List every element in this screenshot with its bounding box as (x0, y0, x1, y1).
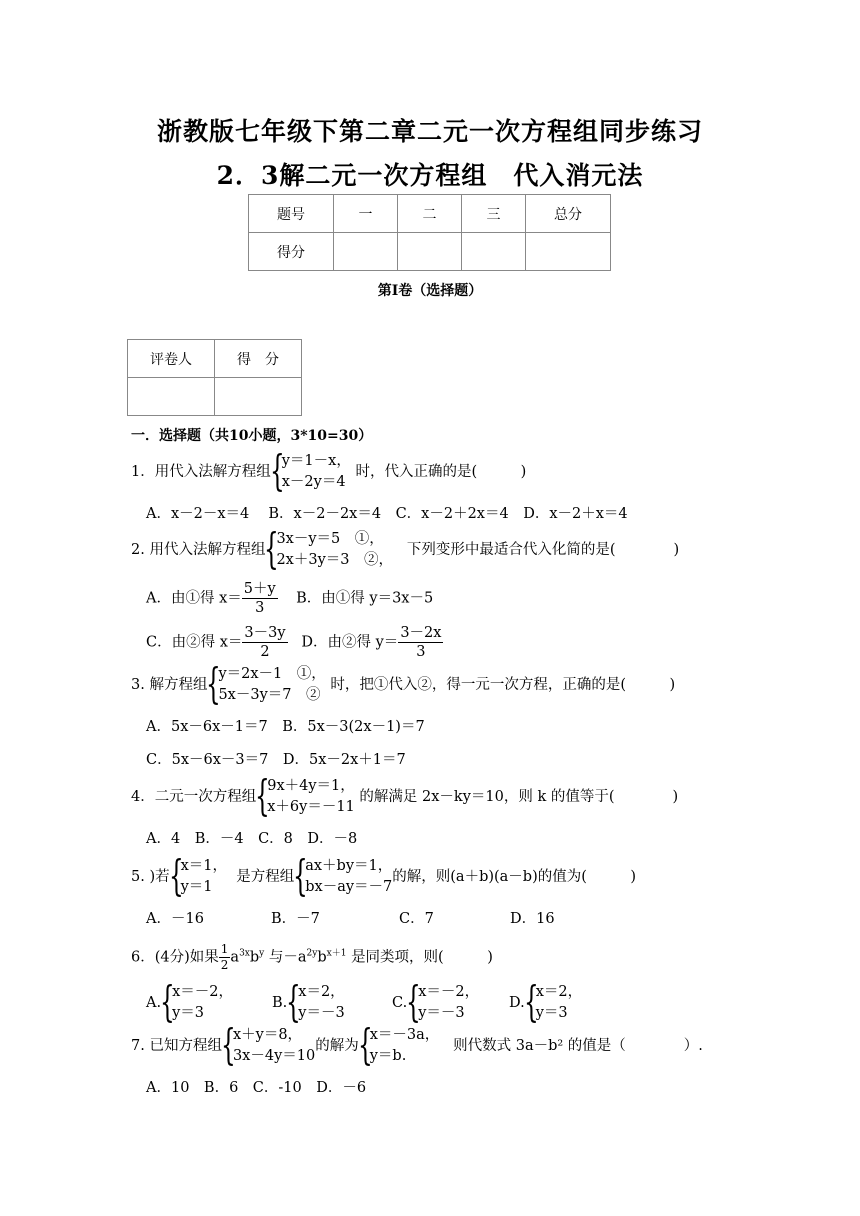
grader-cell[interactable] (215, 378, 302, 416)
score-header-total: 总分 (526, 195, 611, 233)
section-title: 第Ⅰ卷（选择题） (377, 283, 483, 299)
grader-header: 评卷人 (128, 340, 215, 378)
q1-stem-end: 时，代入正确的是( ) (355, 464, 527, 480)
q6-option-d: D. { x＝2， y＝3 (509, 977, 583, 1026)
q5-option-a: A．－16 (146, 911, 204, 927)
q4-stem: 4．二元一次方程组 (131, 789, 257, 805)
question-3 (131, 659, 676, 708)
q4-system: { 9x＋4y＝1， x＋6y＝－11 (255, 771, 355, 820)
q5-stem: 5. )若 (131, 869, 170, 885)
q2-option-c: C．由②得 x＝ (146, 634, 243, 651)
question-4 (131, 771, 679, 820)
question-6: 6．(4分)如果 $\frac{1}{2}$ $a^{3x}b^y$ 与$-a^{2y}b^{x+1}$ 是同类项，则( ) (131, 942, 493, 972)
grader-score-header: 得 分 (215, 340, 302, 378)
score-row-label: 得分 (249, 233, 334, 271)
q2-stem-end: 下列变形中最适合代入化简的是( ) (406, 542, 680, 558)
q3-stem-end: 时，把①代入②，得一元一次方程，正确的是( ) (330, 677, 676, 693)
grader-cell[interactable] (128, 378, 215, 416)
q4-options: A．4 B．－4 C．8 D．－8 (146, 831, 358, 847)
q7-stem-end: 则代数式 3a－b² 的值是（ ）. (453, 1038, 703, 1054)
q3-options-cd: C．5x－6x－3＝7 D．5x－2x＋1＝7 (146, 752, 406, 768)
q6-stem: 6．(4分)如果 (131, 949, 219, 966)
q2-option-b: B．由①得 y＝3x－5 (296, 590, 434, 607)
q7-stem: 7. 已知方程组 (131, 1038, 222, 1054)
part-title: 一．选择题（共10小题，3*10=30） (131, 428, 373, 444)
q5-stem-mid: 是方程组 (236, 869, 295, 885)
q2-option-c-fraction: $\frac{3-3y}{2}$ (244, 625, 286, 660)
q7-system: { x＋y＝8， 3x－4y＝10 (220, 1020, 316, 1069)
q5-option-c: C．7 (399, 911, 434, 927)
q5-solution-system: { x＝1， y＝1 (168, 851, 228, 900)
question-2 (131, 524, 680, 573)
q3-system: { y＝2x－1 ①， 5x－3y＝7 ② (206, 659, 326, 708)
q3-options-ab: A．5x－6x－1＝7 B．5x－3(2x－1)＝7 (146, 719, 425, 735)
q1-system: { y＝1－x， x－2y＝4 (269, 446, 351, 495)
q7-solution-system: { x＝－3a， y＝b. (357, 1020, 440, 1069)
score-header-number: 题号 (249, 195, 334, 233)
q5-stem-end: 的解，则(a＋b)(a－b)的值为( ) (392, 869, 637, 885)
score-cell[interactable] (462, 233, 526, 271)
q2-options-ab (146, 580, 433, 617)
q6-option-b: B. { x＝2， y＝－3 (272, 977, 345, 1026)
q6-option-a: A. { x＝－2， y＝3 (146, 977, 233, 1026)
q6-stem-end: 是同类项，则( ) (351, 949, 493, 966)
question-7 (131, 1020, 703, 1069)
q7-stem-mid: 的解为 (315, 1038, 359, 1054)
q3-stem: 3. 解方程组 (131, 677, 208, 693)
score-cell[interactable] (398, 233, 462, 271)
score-cell[interactable] (526, 233, 611, 271)
q2-option-a-fraction: $\frac{5+y}{3}$ (243, 581, 276, 616)
q6-fraction: $\frac{1}{2}$ (220, 942, 229, 972)
q7-options: A．10 B．6 C．-10 D．－6 (146, 1080, 367, 1096)
q5-option-b: B．－7 (271, 911, 320, 927)
score-header-3: 三 (462, 195, 526, 233)
q1-stem: 1．用代入法解方程组 (131, 464, 271, 480)
q2-option-a: A．由①得 x＝ (146, 590, 242, 607)
q2-stem: 2. 用代入法解方程组 (131, 542, 266, 558)
score-table (248, 194, 611, 271)
document-subtitle: 2．3解二元一次方程组 代入消元法 (216, 161, 644, 190)
score-header-2: 二 (398, 195, 462, 233)
q2-system: { 3x－y＝5 ①， 2x＋3y＝3 ②， (264, 524, 393, 573)
q2-option-d: D．由②得 y＝ (301, 634, 399, 651)
document-title: 浙教版七年级下第二章二元一次方程组同步练习 (156, 117, 703, 146)
q5-option-d: D．16 (510, 911, 555, 927)
q4-stem-end: 的解满足 2x－ky＝10，则 k 的值等于( ) (359, 789, 679, 805)
q5-equation-system: { ax＋by＝1， bx－ay＝－7 (293, 851, 393, 900)
question-1 (131, 446, 527, 495)
q2-option-d-fraction: $\frac{3-2x}{3}$ (400, 625, 442, 660)
score-header-1: 一 (334, 195, 398, 233)
q1-options: A．x－2－x＝4 B．x－2－2x＝4 C．x－2＋2x＝4 D．x－2＋x＝4 (146, 506, 628, 522)
q2-options-cd (146, 624, 443, 661)
grader-table (127, 339, 302, 416)
score-cell[interactable] (334, 233, 398, 271)
q6-option-c: C. { x＝－2， y＝－3 (392, 977, 480, 1026)
question-5 (131, 851, 637, 900)
